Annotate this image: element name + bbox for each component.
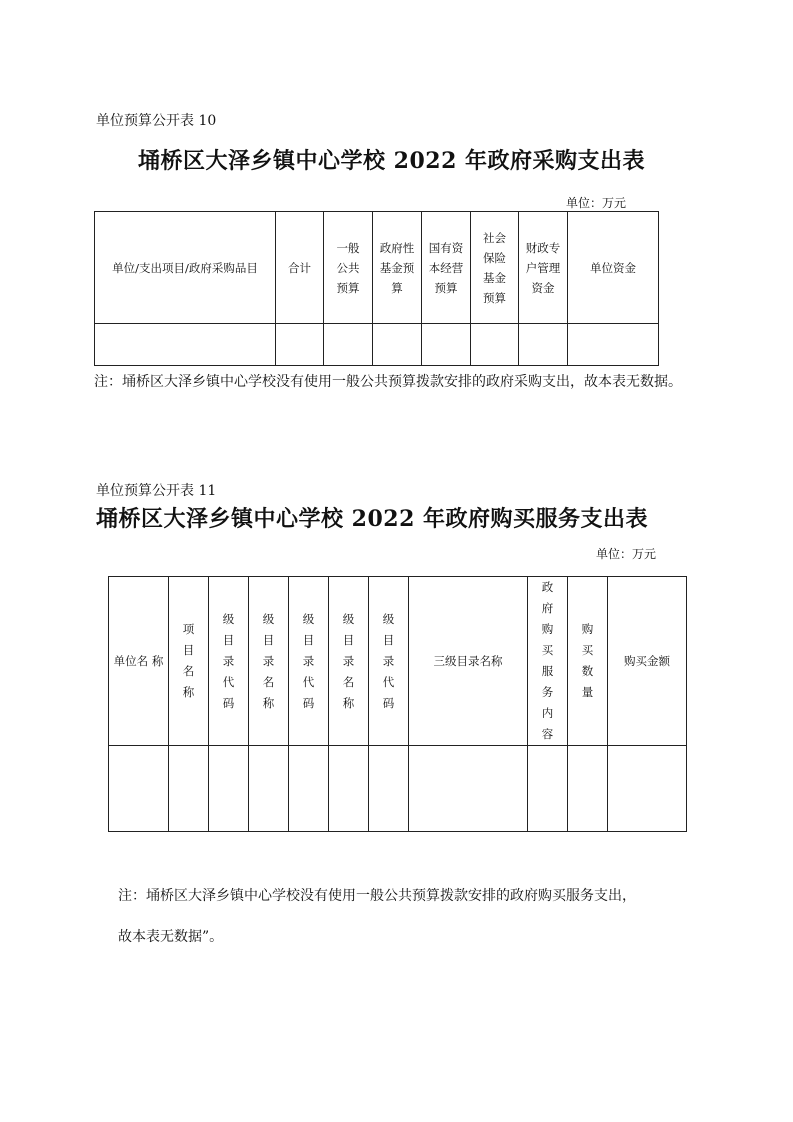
page-title-services: 埇桥区大泽乡镇中心学校 2022 年政府购买服务支出表 [96,506,649,532]
header-cell: 社会保险基金预算 [471,212,519,324]
page-title-procurement: 埇桥区大泽乡镇中心学校 2022 年政府采购支出表 [138,148,646,174]
header-cell: 国有资本经营预算 [422,212,471,324]
header-cell: 级目录代码 [369,577,409,746]
header-cell: 财政专户管理资金 [519,212,568,324]
header-cell: 项目名称 [169,577,209,746]
note-services-line2: 故本表无数据”。 [118,929,224,945]
table-caption-11: 单位预算公开表 11 [96,483,217,499]
header-cell: 级目录名称 [249,577,289,746]
unit-label-2: 单位：万元 [596,547,657,561]
note-services-line1: 注：埇桥区大泽乡镇中心学校没有使用一般公共预算拨款安排的政府购买服务支出， [118,888,636,904]
unit-label-1: 单位：万元 [566,196,627,210]
header-cell: 级目录名称 [329,577,369,746]
table-row [95,324,659,366]
header-cell: 级目录代码 [209,577,249,746]
services-table [108,576,687,832]
note-procurement: 注：埇桥区大泽乡镇中心学校没有使用一般公共预算拨款安排的政府采购支出，故本表无数据。 [94,374,682,390]
procurement-table [94,211,659,366]
table-header-row [95,212,659,324]
header-cell: 单位名 称 [109,577,169,746]
header-cell: 政府购买服务内容 [528,577,568,746]
header-cell: 购买金额 [608,577,687,746]
header-cell: 一般公共预算 [324,212,373,324]
header-cell: 单位资金 [568,212,659,324]
table-caption-10: 单位预算公开表 10 [96,113,217,129]
header-cell: 购买数量 [568,577,608,746]
header-cell: 合计 [276,212,324,324]
table-row [109,746,687,832]
table-header-row [109,577,687,746]
header-cell: 级目录代码 [289,577,329,746]
header-cell: 单位/支出项目/政府采购品目 [95,212,276,324]
header-cell: 三级目录名称 [409,577,528,746]
header-cell: 政府性基金预算 [373,212,422,324]
